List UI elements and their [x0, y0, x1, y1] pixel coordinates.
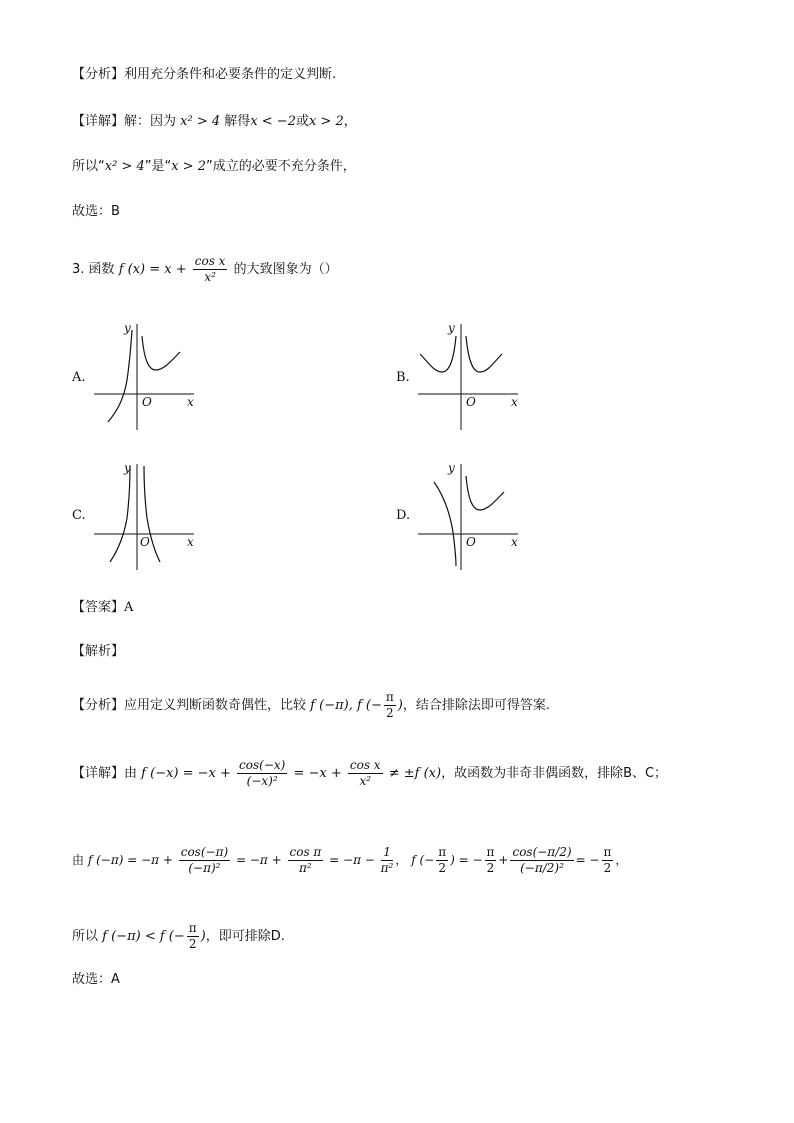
- fraction-7: [602, 845, 614, 876]
- frac-denominator: 2: [386, 706, 394, 720]
- detail-pre: 解：因为: [124, 114, 177, 129]
- origin-label: O: [140, 535, 150, 549]
- origin-label: O: [466, 535, 476, 549]
- fraction-2: [288, 845, 324, 876]
- expr-2: ): [200, 929, 206, 944]
- frac-numerator: 1: [381, 845, 394, 861]
- x-axis-label: x: [511, 395, 518, 409]
- origin-label: O: [466, 395, 476, 409]
- curve-right: [142, 336, 180, 370]
- choice-text-2: 故选：A: [72, 972, 120, 987]
- analysis-line-2: [72, 690, 550, 721]
- analysis-line-1: [72, 66, 336, 84]
- conclusion-a: x² > 4: [104, 159, 145, 174]
- question-3: [72, 254, 338, 285]
- frac-numerator: π: [385, 690, 394, 704]
- expr-6: +: [498, 853, 509, 867]
- frac-denominator: π²: [299, 861, 312, 875]
- conclusion-b: x > 2: [171, 159, 206, 174]
- frac-numerator: cos x: [194, 254, 226, 268]
- fraction-3: [381, 845, 394, 876]
- expr-2: = −x +: [293, 766, 342, 781]
- frac-denominator: (−x)²: [246, 774, 278, 788]
- frac-numerator: cos x: [349, 758, 381, 772]
- fraction-1: [237, 758, 287, 789]
- fraction-4: [436, 845, 448, 876]
- curve-left: [420, 336, 456, 372]
- analysis-end-2: ，结合排除法即可得答案.: [402, 698, 550, 713]
- detail-line-1: [72, 113, 357, 131]
- analysis-text: 利用充分条件和必要条件的定义判断.: [124, 67, 337, 82]
- fraction-1: [187, 921, 199, 952]
- frac-denominator: (−π/2)²: [520, 861, 564, 875]
- compare-expr: f (−π), f (−: [310, 698, 382, 713]
- ineq-x2-gt-4: x² > 4: [180, 114, 221, 129]
- answer-line: [72, 599, 133, 617]
- frac-numerator: π: [438, 845, 447, 859]
- ineq-x-gt-2: x > 2: [308, 114, 344, 129]
- expr-5: ) = −: [450, 853, 483, 867]
- detail-mid: 解得: [224, 114, 251, 129]
- graph-option-d: [414, 458, 524, 573]
- question-number: 3. 函数: [72, 262, 115, 277]
- frac-numerator: cos(−π/2): [512, 845, 572, 859]
- detail-pre-2: 由: [124, 766, 138, 781]
- frac-numerator: cos π: [289, 845, 322, 859]
- analysis-tag-2: 【分析】: [72, 698, 125, 713]
- option-a-label: A.: [72, 370, 86, 385]
- detail-tag: 【详解】: [72, 114, 125, 129]
- y-axis-label: y: [124, 461, 131, 475]
- origin-label: O: [142, 395, 152, 409]
- question-func: f (x) = x +: [118, 262, 187, 277]
- choice-line-1: [72, 203, 120, 221]
- fraction-5: [485, 845, 497, 876]
- curve-left: [110, 466, 130, 562]
- conclusion-mid: ”是“: [144, 159, 172, 174]
- jiexi-tag: 【解析】: [72, 644, 125, 659]
- frac-denominator: x²: [359, 774, 372, 788]
- curve-right: [466, 336, 502, 372]
- graph-option-a: [90, 318, 200, 433]
- frac-denominator: 2: [188, 937, 197, 951]
- ineq-x-lt-neg2: x < −2: [250, 114, 296, 129]
- frac-numerator: π: [603, 845, 612, 859]
- answer-tag: 【答案】: [72, 600, 125, 615]
- option-b-label: B.: [396, 370, 410, 385]
- x-axis-label: x: [187, 535, 194, 549]
- option-d-label: D.: [396, 508, 411, 523]
- expr-1: f (−π) < f (−: [102, 929, 185, 944]
- detail-tag-2: 【详解】: [72, 766, 125, 781]
- pi-over-2: [384, 690, 396, 721]
- expr-3: = −π −: [329, 853, 375, 867]
- frac-denominator: (−π)²: [188, 861, 221, 875]
- separator: ，: [395, 853, 408, 867]
- frac-numerator: cos(−x): [239, 758, 286, 772]
- frac-numerator: π: [188, 921, 197, 935]
- question-fraction: [193, 254, 228, 285]
- expr-4: f (−: [411, 853, 435, 867]
- detail-end-2: ，故函数为非奇非偶函数，排除B、C；: [441, 766, 668, 781]
- detail-pre-3: 由: [72, 853, 85, 867]
- question-end: 的大致图象为（）: [233, 262, 338, 277]
- choice-line-2: [72, 971, 120, 989]
- conclusion-pre: 所以“: [72, 159, 105, 174]
- exclude-line: [72, 921, 285, 952]
- frac-denominator: 2: [603, 861, 612, 875]
- detail-end-3: ，: [615, 853, 628, 867]
- expr-1: f (−x) = −x +: [141, 766, 231, 781]
- detail-end: ，: [343, 114, 357, 129]
- graph-option-c: [90, 458, 200, 573]
- detail-line-2: [72, 758, 667, 789]
- conclusion-end: ”成立的必要不充分条件，: [205, 159, 356, 174]
- frac-numerator: cos(−π): [180, 845, 229, 859]
- fraction-1: [179, 845, 230, 876]
- frac-numerator: π: [486, 845, 495, 859]
- x-axis-label: x: [187, 395, 194, 409]
- analysis-tag: 【分析】: [72, 67, 125, 82]
- frac-denominator: 2: [486, 861, 495, 875]
- choice-text-1: 故选：B: [72, 204, 120, 219]
- fraction-6: [510, 845, 573, 876]
- curve-right: [466, 476, 504, 510]
- frac-denominator: x²: [204, 270, 216, 284]
- expr-2: = −π +: [235, 853, 282, 867]
- jiexi-line: [72, 643, 124, 661]
- compare-close: ): [397, 698, 403, 713]
- expr-1: f (−π) = −π +: [87, 853, 173, 867]
- y-axis-label: y: [124, 321, 131, 335]
- analysis-pre-2: 应用定义判断函数奇偶性，比较: [124, 698, 307, 713]
- graph-option-b: [414, 318, 524, 433]
- expr-7: = −: [575, 853, 600, 867]
- answer-value: A: [124, 600, 134, 615]
- exclude-pre: 所以: [72, 929, 99, 944]
- curve-left: [108, 330, 132, 422]
- option-c-label: C.: [72, 508, 86, 523]
- detail-or: 或: [295, 114, 309, 129]
- exclude-end: ，即可排除D.: [205, 929, 285, 944]
- conclusion-line: [72, 158, 356, 176]
- detail-line-3: [72, 845, 627, 876]
- y-axis-label: y: [448, 461, 455, 475]
- curve-left: [434, 482, 456, 566]
- frac-denominator: 2: [438, 861, 446, 875]
- expr-3: ≠ ±f (x): [388, 766, 442, 781]
- fraction-2: [348, 758, 383, 789]
- y-axis-label: y: [448, 321, 455, 335]
- frac-denominator: π²: [380, 861, 394, 875]
- x-axis-label: x: [511, 535, 518, 549]
